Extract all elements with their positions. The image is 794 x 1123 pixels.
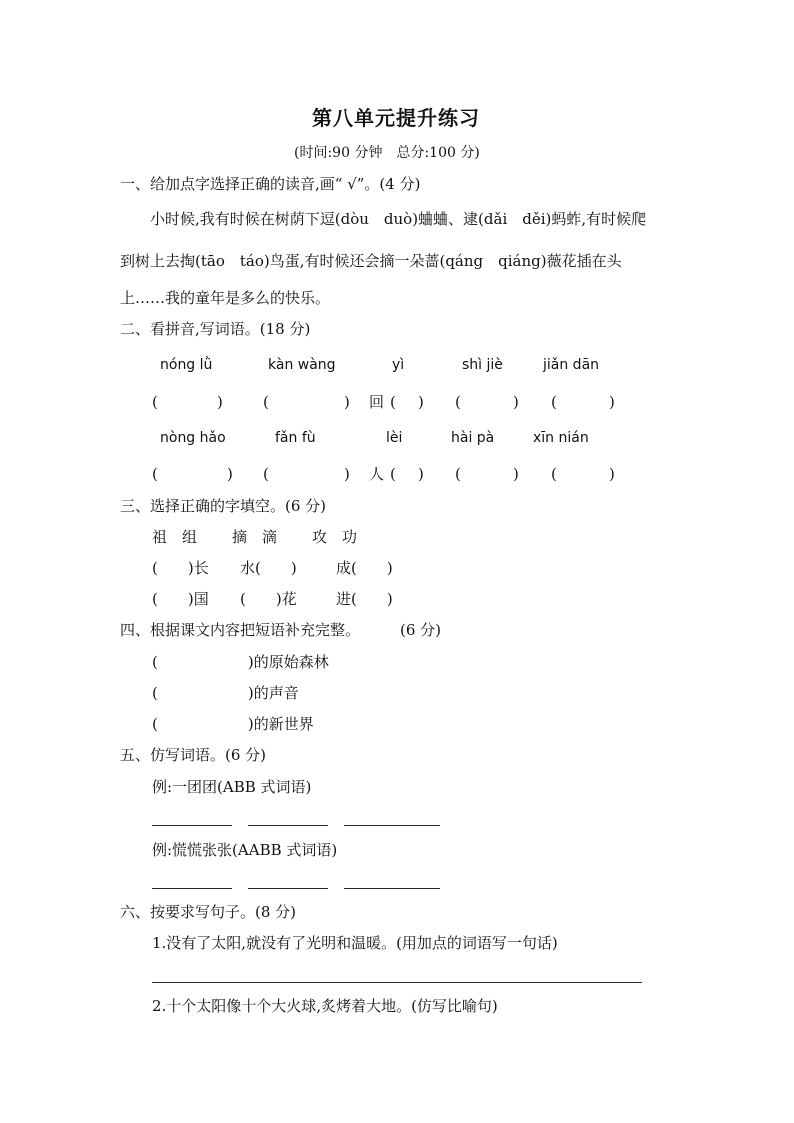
answer-blank[interactable]: ( xyxy=(455,465,461,483)
section-1-passage-line-3: 上……我的童年是多么的快乐。 xyxy=(120,289,331,307)
pinyin-label: hài pà xyxy=(451,430,495,446)
answer-blank[interactable]: ( xyxy=(263,393,269,411)
answer-blank: ) xyxy=(513,465,519,483)
section-1-passage-line-2: 到树上去掏(tāo táo)鸟蛋,有时候还会摘一朵蔷(qáng qiáng)薇花插在头 xyxy=(120,252,622,270)
pinyin-label: nóng lǜ xyxy=(160,357,213,373)
answer-blank[interactable]: ( xyxy=(455,393,461,411)
example-1: 例:一团团(ABB 式词语) xyxy=(152,778,312,796)
answer-blank: ) xyxy=(217,393,223,411)
answer-blank: ) xyxy=(344,465,350,483)
answer-line[interactable] xyxy=(248,888,328,889)
section-5-heading: 五、仿写词语。(6 分) xyxy=(120,746,267,764)
char-choice: 攻 功 xyxy=(312,528,358,546)
section-1-heading: 一、给加点字选择正确的读音,画“ √”。(4 分) xyxy=(120,175,421,193)
section-4-heading: 四、根据课文内容把短语补充完整。 xyxy=(120,621,361,639)
answer-blank[interactable]: ( xyxy=(263,465,269,483)
pinyin-label: lèi xyxy=(386,430,403,446)
fill-item[interactable]: ( )国 xyxy=(152,590,209,608)
phrase-item[interactable]: ( )的原始森林 xyxy=(152,653,329,671)
phrase-item[interactable]: ( )的声音 xyxy=(152,684,299,702)
answer-blank: ) xyxy=(344,393,350,411)
question-2: 2.十个太阳像十个大火球,炙烤着大地。(仿写比喻句) xyxy=(152,997,498,1015)
pinyin-label: shì jiè xyxy=(462,357,503,373)
answer-blank[interactable]: ( xyxy=(152,465,158,483)
section-1-passage-line-1: 小时候,我有时候在树荫下逗(dòu duò)蛐蛐、逮(dǎi děi)蚂蚱,有时候爬 xyxy=(150,210,647,228)
pinyin-label: kàn wàng xyxy=(268,357,336,373)
pinyin-label: fǎn fù xyxy=(275,430,316,446)
example-2: 例:慌慌张张(AABB 式词语) xyxy=(152,841,338,859)
blank-prefix: 人 xyxy=(369,465,385,483)
answer-line[interactable] xyxy=(152,982,642,983)
char-choice: 摘 滴 xyxy=(232,528,278,546)
answer-line[interactable] xyxy=(152,888,232,889)
answer-line[interactable] xyxy=(344,888,440,889)
pinyin-label: yì xyxy=(392,357,405,373)
fill-item[interactable]: 成( ) xyxy=(336,559,393,577)
blank-prefix: 回 xyxy=(369,393,385,411)
pinyin-label: xīn nián xyxy=(533,430,589,446)
answer-blank[interactable]: ( xyxy=(551,393,557,411)
answer-blank: ) xyxy=(609,465,615,483)
section-2-heading: 二、看拼音,写词语。(18 分) xyxy=(120,320,311,338)
fill-item[interactable]: 进( ) xyxy=(336,590,393,608)
section-6-heading: 六、按要求写句子。(8 分) xyxy=(120,903,297,921)
page-subtitle: (时间:90 分钟 总分:100 分) xyxy=(294,145,480,161)
pinyin-label: jiǎn dān xyxy=(543,357,600,373)
answer-blank[interactable]: ( xyxy=(152,393,158,411)
answer-blank: ) xyxy=(418,465,424,483)
page-title: 第八单元提升练习 xyxy=(312,106,480,130)
answer-line[interactable] xyxy=(248,825,328,826)
fill-item[interactable]: ( )花 xyxy=(240,590,297,608)
answer-blank: ) xyxy=(609,393,615,411)
answer-blank[interactable]: ( xyxy=(551,465,557,483)
answer-line[interactable] xyxy=(152,825,232,826)
question-1: 1.没有了太阳,就没有了光明和温暖。(用加点的词语写一句话) xyxy=(152,934,558,952)
section-4-score: (6 分) xyxy=(400,621,442,639)
char-choice: 祖 组 xyxy=(152,528,198,546)
answer-blank: ) xyxy=(418,393,424,411)
pinyin-label: nòng hǎo xyxy=(160,430,226,446)
answer-blank[interactable]: ( xyxy=(390,393,396,411)
fill-item[interactable]: ( )长 xyxy=(152,559,209,577)
section-3-heading: 三、选择正确的字填空。(6 分) xyxy=(120,497,327,515)
answer-line[interactable] xyxy=(344,825,440,826)
answer-blank: ) xyxy=(513,393,519,411)
answer-blank: ) xyxy=(227,465,233,483)
answer-blank[interactable]: ( xyxy=(390,465,396,483)
fill-item[interactable]: 水( ) xyxy=(240,559,297,577)
phrase-item[interactable]: ( )的新世界 xyxy=(152,715,314,733)
